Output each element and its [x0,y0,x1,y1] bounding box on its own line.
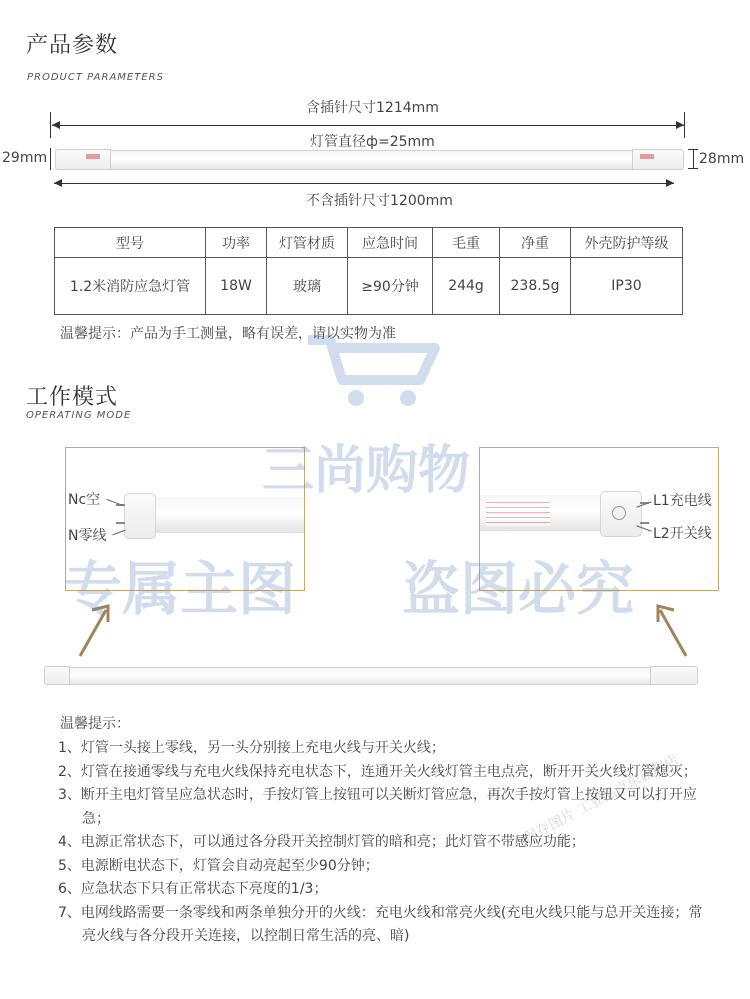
nc-label: Nc空 [68,492,101,508]
full-tube-photo [52,667,696,685]
list-item: 1、灯管一头接上零线，另一头分别接上充电火线与开关火线； [58,740,445,756]
dim-with-pins-line [52,125,684,126]
dim-tick-right [684,112,685,138]
right-height-tick-top [688,149,698,150]
watermark-diagonal: 保存图片 工业品京东旗舰店 [521,751,682,847]
emergency-button-icon [612,506,626,520]
watermark-left: 专属主图 [64,555,297,623]
dim-with-pins-label: 含插针尺寸1214mm [306,100,439,116]
table-cell: 1.2米消防应急灯管 [55,258,206,315]
tube-label-right [640,154,654,159]
tube-body [64,150,676,170]
tube-sticker [486,498,550,526]
spec-table [54,227,683,315]
tube-label-left [86,154,100,159]
table-cell: 18W [206,258,267,315]
list-item: 2、灯管在接通零线与充电火线保持充电状态下，连通开关火线灯管主电点亮，断开开关火线灯管熄灭； [58,763,697,780]
list-item: 7、电网线路需要一条零线和两条单独分开的火线：充电火线和常亮火线(充电火线只能与总开关连接；常亮火线与各分段开关连接，以控制日常生活的亮、暗) [58,904,703,944]
table-header: 毛重 [433,228,500,258]
table-header: 净重 [500,228,571,258]
table-cell: 244g [433,258,500,315]
table-cell: 238.5g [500,258,571,315]
full-tube-cap-left [44,666,70,685]
watermark-right: 盗图必究 [402,555,635,623]
arrow-left-icon [54,179,62,187]
full-tube-cap-right [650,666,698,685]
arrow-up-left-icon [650,600,690,660]
l2-label: L2开关线 [653,526,712,542]
end-cap-left [124,493,156,539]
pin-icon [640,522,649,524]
tips-heading: 温馨提示： [60,716,130,732]
n-label: N零线 [68,528,107,544]
table-cell: ≥90分钟 [348,258,433,315]
list-item: 6、应急状态下只有正常状态下亮度的1/3； [58,881,328,897]
pin-icon [116,522,125,524]
params-subtitle: PRODUCT PARAMETERS [27,72,164,83]
right-height-tick-bottom [688,168,698,169]
tips-list [58,737,708,949]
table-header: 外壳防护等级 [571,228,683,258]
tube-cap-right [632,149,684,170]
list-item: 3、断开主电灯管呈应急状态时，手按灯管上按钮可以关断灯管应急，再次手按灯管上按钮又可以打开应急； [58,787,697,827]
arrow-right-icon [666,179,674,187]
table-header-row [55,228,683,258]
watermark-brand: 三尚购物 [262,441,471,501]
right-height-label: 28mm [699,151,745,167]
left-height-label: 29mm [2,150,48,166]
l1-label: L1充电线 [653,493,712,509]
table-header: 功率 [206,228,267,258]
mode-title: 工作模式 [26,385,119,410]
tube-cap-left [55,149,111,170]
measure-note: 温馨提示：产品为手工测量，略有误差，请以实物为准 [60,326,396,342]
table-row [55,258,683,315]
table-cell: IP30 [571,258,683,315]
table-header: 灯管材质 [267,228,348,258]
dim-tick-left [50,112,51,138]
arrow-left-icon [52,121,60,129]
list-item: 5、电源断电状态下，灯管会自动亮起至少90分钟； [58,857,379,874]
dim-without-pins-label: 不含插针尺寸1200mm [306,193,453,209]
list-item: 4、电源正常状态下，可以通过各分段开关控制灯管的暗和亮；此灯管不带感应功能； [58,834,585,850]
params-title: 产品参数 [26,33,119,58]
table-header: 应急时间 [348,228,433,258]
table-header: 型号 [55,228,206,258]
diameter-label: 灯管直径ф=25mm [310,134,435,150]
right-height-line [693,149,694,169]
table-cell: 玻璃 [267,258,348,315]
mode-subtitle: OPERATING MODE [26,410,132,421]
dim-without-pins-line [54,183,674,184]
cart-watermark-icon [300,330,450,410]
left-height-line [50,148,51,170]
arrow-right-icon [676,121,684,129]
